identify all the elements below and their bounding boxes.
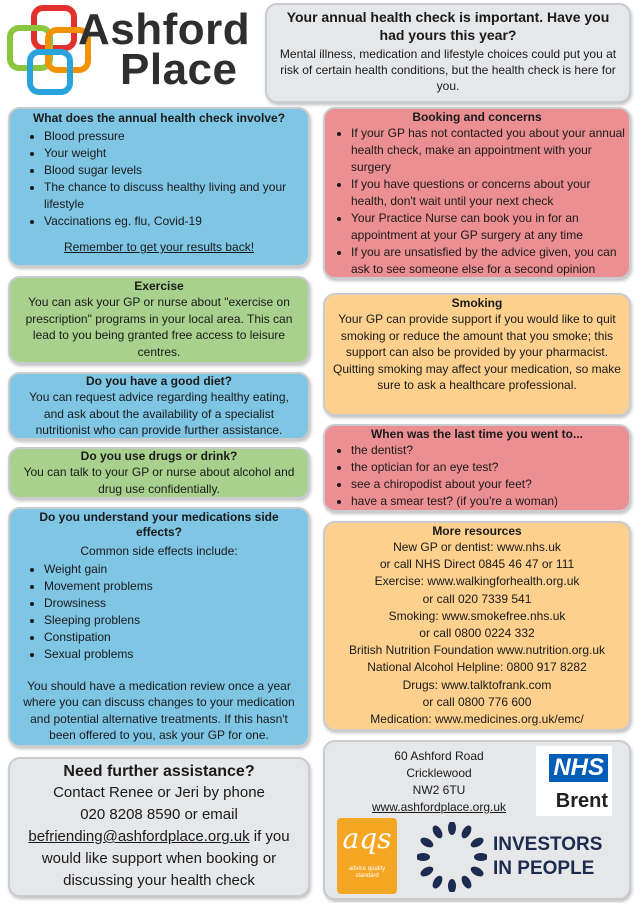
last-time-list [329, 442, 625, 510]
resource-line: National Alcohol Helpline: 0800 917 8282 [367, 660, 587, 675]
list-item: • Blood sugar levels [44, 162, 304, 179]
booking-list [329, 125, 625, 278]
logo-line-1: Ashford [78, 5, 251, 54]
assist-line-1: Contact Renee or Jeri by phone [53, 784, 265, 801]
assist-email-link[interactable]: befriending@ashfordplace.org.uk [28, 828, 250, 845]
list-item: • Movement problems [44, 578, 302, 595]
resource-line: Drugs: www.talktofrank.com [402, 677, 552, 692]
meds-body: You should have a medication review once a year where you can discuss changes to your medication and potential alternative treatments. If this hasn't been offered to you, ask your GP for one. [23, 678, 295, 742]
list-item: • Sexual problems [44, 646, 302, 663]
last-time-title: When was the last time you went to... [370, 427, 584, 441]
resource-line: or call 0800 0224 332 [419, 626, 535, 641]
resource-line: British Nutrition Foundation www.nutrition.org.uk [348, 643, 606, 658]
diet-box [8, 372, 310, 440]
address-area: Cricklewood [406, 766, 472, 780]
logo-line-2: Place [120, 45, 238, 94]
meds-intro: Common side effects include: [80, 544, 238, 558]
list-item: • Vaccinations eg. flu, Covid-19 [44, 213, 304, 230]
website-link[interactable]: www.ashfordplace.org.uk [371, 800, 507, 814]
results-reminder: Remember to get your results back! [63, 240, 255, 254]
exercise-title: Exercise [134, 279, 184, 293]
list-item: • Your Practice Nurse can book you in for an appointment at your GP surgery at any time [351, 210, 625, 244]
meds-title: Do you understand your medications side effects? [39, 510, 279, 539]
list-item: • If your GP has not contacted you about your annual health check, make an appointment with your surgery [351, 125, 625, 176]
assist-line-2: 020 8208 8590 or email [80, 806, 238, 823]
list-item: • see a chiropodist about your feet? [351, 476, 625, 493]
iip-line-1: INVESTORS [493, 834, 603, 855]
drugs-title: Do you use drugs or drink? [80, 449, 238, 463]
resources-title: More resources [432, 524, 522, 538]
list-item: • If you are unsatisfied by the advice given, you can ask to see someone else for a second opinion [351, 244, 625, 278]
list-item: • Sleeping problens [44, 612, 302, 629]
exercise-box [8, 276, 310, 364]
meds-list [16, 561, 302, 663]
aqs-caption: advice quality standard [348, 866, 386, 879]
assist-box [8, 757, 310, 897]
smoking-body: Your GP can provide support if you would like to quit smoking or reduce the amount that you smoke; this support can also be provided by your pharmacist. Quitting smoking may affect your medication, so make sure to ask a healthcare professional. [333, 312, 621, 392]
involve-title: What does the annual health check involve? [32, 111, 286, 125]
resource-line: Medication: www.medicines.org.uk/emc/ [370, 712, 584, 727]
involve-box [8, 107, 310, 267]
address-block [349, 748, 529, 816]
list-item: • Constipation [44, 629, 302, 646]
exercise-body: You can ask your GP or nurse about "exercise on prescription" programs in your local area. This can lead to you being granted free access to leisure centres. [25, 295, 293, 359]
nhs-brent-logo [536, 746, 612, 816]
nhs-area: Brent [555, 790, 608, 812]
laurel-wreath-icon [417, 822, 487, 892]
resource-line: New GP or dentist: www.nhs.uk [393, 540, 561, 554]
ashford-place-logo [0, 0, 265, 100]
contact-box [323, 740, 631, 900]
list-item: • have a smear test? (if you're a woman) [351, 493, 625, 510]
address-postcode: NW2 6TU [412, 783, 466, 797]
list-item: • Your weight [44, 145, 304, 162]
booking-box [323, 107, 631, 279]
investors-in-people-logo [417, 822, 629, 894]
resource-line: Exercise: www.walkingforhealth.org.uk [374, 574, 580, 589]
resource-line: or call 0800 776 600 [422, 694, 532, 709]
list-item: • The chance to discuss healthy living and your lifestyle [44, 179, 304, 213]
header-box [265, 3, 631, 103]
header-body: Mental illness, medication and lifestyle choices could put you at risk of certain health conditions, but the health check is here for you. [279, 47, 617, 93]
list-item: • Blood pressure [44, 128, 304, 145]
resource-line: Smoking: www.smokefree.nhs.uk [388, 608, 566, 623]
diet-body: You can request advice regarding healthy eating, and ask about the availability of a specialist nutritionist who can provide further assistance. [29, 390, 289, 437]
list-item: • Weight gain [44, 561, 302, 578]
resources-box [323, 521, 631, 731]
aqs-mark: aqs [342, 822, 392, 855]
resource-line: or call 020 7339 541 [422, 591, 532, 606]
smoking-title: Smoking [451, 296, 503, 310]
last-time-box [323, 424, 631, 512]
list-item: • If you have questions or concerns about your health, don't wait until your next check [351, 176, 625, 210]
involve-list [14, 128, 304, 230]
iip-line-2: IN PEOPLE [493, 858, 595, 879]
assist-line-3: if you would like support when booking or discussing your health check [41, 828, 290, 889]
assist-title: Need further assistance? [63, 763, 255, 780]
address-street: 60 Ashford Road [394, 749, 484, 763]
meds-box [8, 507, 310, 747]
header-title: Your annual health check is important. Have you had yours this year? [286, 9, 610, 43]
booking-title: Booking and concerns [412, 110, 542, 124]
aqs-logo [337, 818, 397, 894]
list-item: • the optician for an eye test? [351, 459, 625, 476]
diet-title: Do you have a good diet? [85, 374, 232, 388]
smoking-box [323, 293, 631, 416]
nhs-badge: NHS [549, 754, 608, 782]
drugs-box [8, 447, 310, 499]
list-item: • the dentist? [351, 442, 625, 459]
assist-text [18, 782, 300, 892]
resources-lines [329, 539, 625, 728]
list-item: • Drowsiness [44, 595, 302, 612]
drugs-body: You can talk to your GP or nurse about alcohol and drug use confidentially. [23, 465, 295, 496]
resource-line: or call NHS Direct 0845 46 47 or 111 [379, 557, 575, 572]
